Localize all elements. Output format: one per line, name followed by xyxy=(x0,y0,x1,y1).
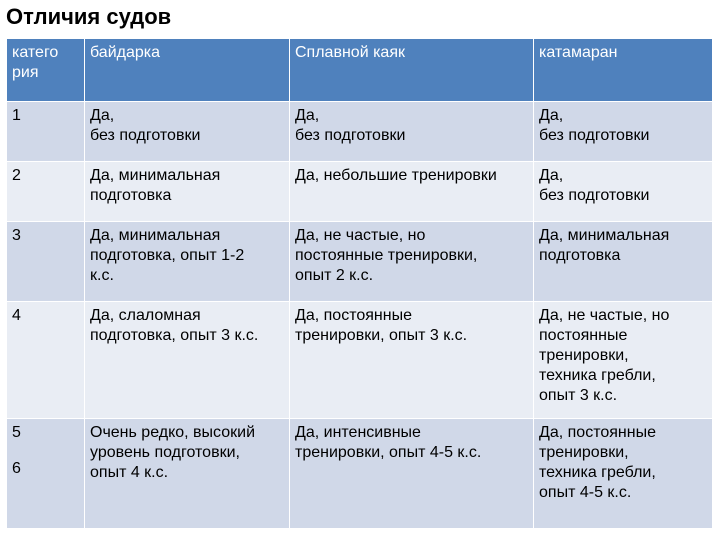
table-row xyxy=(7,222,713,302)
catamaran-cell: Да, постоянные тренировки, техника гребли, опыт 4-5 к.с. xyxy=(534,419,713,529)
category-cell: 2 xyxy=(7,162,85,222)
table-row xyxy=(7,302,713,419)
kayak-cell: Да, без подготовки xyxy=(85,102,290,162)
comparison-table xyxy=(6,38,713,529)
table-row xyxy=(7,419,713,529)
sea-kayak-cell: Да, не частые, но постоянные тренировки, опыт 2 к.с. xyxy=(290,222,534,302)
category-cell: 3 xyxy=(7,222,85,302)
table-row xyxy=(7,102,713,162)
category-label-5: 5 xyxy=(12,424,21,441)
sea-kayak-cell: Да, постоянные тренировки, опыт 3 к.с. xyxy=(290,302,534,419)
category-cell: 1 xyxy=(7,102,85,162)
catamaran-cell: Да, не частые, но постоянные тренировки, техника гребли, опыт 3 к.с. xyxy=(534,302,713,419)
kayak-cell: Да, минимальная подготовка xyxy=(85,162,290,222)
sea-kayak-cell: Да, без подготовки xyxy=(290,102,534,162)
category-cell xyxy=(7,419,85,529)
header-sea-kayak: Сплавной каяк xyxy=(290,39,534,102)
kayak-cell: Да, минимальная подготовка, опыт 1-2 к.с. xyxy=(85,222,290,302)
page-title: Отличия судов xyxy=(6,4,172,29)
table-header-row xyxy=(7,39,713,102)
header-kayak: байдарка xyxy=(85,39,290,102)
table-row xyxy=(7,162,713,222)
sea-kayak-cell: Да, небольшие тренировки xyxy=(290,162,534,222)
kayak-cell: Очень редко, высокий уровень подготовки, опыт 4 к.с. xyxy=(85,419,290,529)
catamaran-cell: Да, без подготовки xyxy=(534,102,713,162)
header-catamaran: катамаран xyxy=(534,39,713,102)
catamaran-cell: Да, минимальная подготовка xyxy=(534,222,713,302)
category-label-6: 6 xyxy=(12,460,21,477)
category-cell: 4 xyxy=(7,302,85,419)
header-category: катего рия xyxy=(7,39,85,102)
sea-kayak-cell: Да, интенсивные тренировки, опыт 4-5 к.с. xyxy=(290,419,534,529)
kayak-cell: Да, слаломная подготовка, опыт 3 к.с. xyxy=(85,302,290,419)
catamaran-cell: Да, без подготовки xyxy=(534,162,713,222)
